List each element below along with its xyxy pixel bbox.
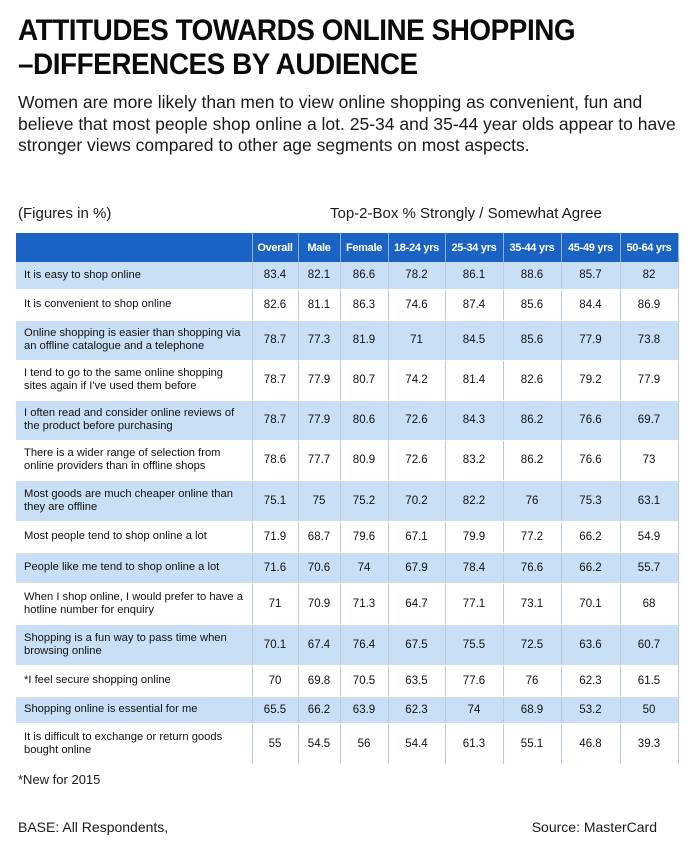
table-row — [16, 624, 678, 665]
value-cell: 83.2 — [445, 440, 503, 480]
column-header: 50-64 yrs — [620, 233, 678, 262]
value-cell: 81.1 — [298, 289, 340, 320]
value-cell: 55.1 — [503, 723, 561, 764]
value-cell: 77.9 — [620, 360, 678, 400]
value-cell: 66.2 — [561, 552, 620, 583]
value-cell: 82.6 — [503, 360, 561, 400]
value-cell: 73 — [620, 440, 678, 480]
value-cell: 71.9 — [252, 521, 298, 552]
table-row — [16, 262, 678, 289]
value-cell: 75.3 — [561, 480, 620, 521]
value-cell: 81.9 — [340, 320, 388, 360]
value-cell: 70.6 — [298, 552, 340, 583]
row-label: When I shop online, I would prefer to have a hotline number for enquiry — [16, 583, 252, 624]
value-cell: 75.5 — [445, 624, 503, 665]
column-header: 45-49 yrs — [561, 233, 620, 262]
value-cell: 72.5 — [503, 624, 561, 665]
row-label: Online shopping is easier than shopping via an offline catalogue and a telephone — [16, 320, 252, 360]
value-cell: 71 — [252, 583, 298, 624]
attitudes-table — [16, 233, 679, 765]
row-label: It is convenient to shop online — [16, 289, 252, 320]
value-cell: 79.6 — [340, 521, 388, 552]
value-cell: 75.2 — [340, 480, 388, 521]
column-header: Male — [298, 233, 340, 262]
value-cell: 81.4 — [445, 360, 503, 400]
value-cell: 68.7 — [298, 521, 340, 552]
value-cell: 74.6 — [388, 289, 445, 320]
value-cell: 76 — [503, 480, 561, 521]
value-cell: 85.6 — [503, 289, 561, 320]
table-row — [16, 665, 678, 696]
row-label: It is easy to shop online — [16, 262, 252, 289]
row-label: It is difficult to exchange or return goods bought online — [16, 723, 252, 764]
value-cell: 77.3 — [298, 320, 340, 360]
value-cell: 83.4 — [252, 262, 298, 289]
table-row — [16, 696, 678, 723]
value-cell: 86.9 — [620, 289, 678, 320]
column-header: Overall — [252, 233, 298, 262]
table-row — [16, 480, 678, 521]
value-cell: 77.1 — [445, 583, 503, 624]
value-cell: 78.4 — [445, 552, 503, 583]
value-cell: 76.6 — [561, 400, 620, 440]
value-cell: 74.2 — [388, 360, 445, 400]
row-label: Shopping is a fun way to pass time when browsing online — [16, 624, 252, 665]
value-cell: 53.2 — [561, 696, 620, 723]
value-cell: 77.9 — [298, 360, 340, 400]
table-row — [16, 360, 678, 400]
value-cell: 71 — [388, 320, 445, 360]
value-cell: 67.5 — [388, 624, 445, 665]
value-cell: 84.4 — [561, 289, 620, 320]
value-cell: 82.6 — [252, 289, 298, 320]
value-cell: 46.8 — [561, 723, 620, 764]
table-row — [16, 521, 678, 552]
value-cell: 84.5 — [445, 320, 503, 360]
value-cell: 63.1 — [620, 480, 678, 521]
value-cell: 73.1 — [503, 583, 561, 624]
value-cell: 82.2 — [445, 480, 503, 521]
value-cell: 54.9 — [620, 521, 678, 552]
value-cell: 85.6 — [503, 320, 561, 360]
value-cell: 78.7 — [252, 400, 298, 440]
value-cell: 78.2 — [388, 262, 445, 289]
value-cell: 80.6 — [340, 400, 388, 440]
value-cell: 75.1 — [252, 480, 298, 521]
row-label: Shopping online is essential for me — [16, 696, 252, 723]
value-cell: 66.2 — [561, 521, 620, 552]
value-cell: 77.6 — [445, 665, 503, 696]
value-cell: 77.7 — [298, 440, 340, 480]
value-cell: 70.1 — [252, 624, 298, 665]
row-label: I tend to go to the same online shopping sites again if I've used them before — [16, 360, 252, 400]
value-cell: 62.3 — [561, 665, 620, 696]
value-cell: 69.7 — [620, 400, 678, 440]
value-cell: 76.4 — [340, 624, 388, 665]
row-label: There is a wider range of selection from online providers than in offline shops — [16, 440, 252, 480]
value-cell: 87.4 — [445, 289, 503, 320]
value-cell: 72.6 — [388, 440, 445, 480]
value-cell: 74 — [340, 552, 388, 583]
top-2-box-note: Top-2-Box % Strongly / Somewhat Agree — [330, 205, 602, 222]
table-row — [16, 400, 678, 440]
table-row — [16, 723, 678, 764]
value-cell: 80.7 — [340, 360, 388, 400]
value-cell: 86.2 — [503, 440, 561, 480]
value-cell: 73.8 — [620, 320, 678, 360]
column-header: Female — [340, 233, 388, 262]
table-row — [16, 440, 678, 480]
title-line-1: ATTITUDES TOWARDS ONLINE SHOPPING — [18, 14, 576, 47]
value-cell: 63.9 — [340, 696, 388, 723]
value-cell: 86.2 — [503, 400, 561, 440]
header-label-cell — [16, 233, 252, 262]
value-cell: 70.9 — [298, 583, 340, 624]
value-cell: 76 — [503, 665, 561, 696]
value-cell: 76.6 — [503, 552, 561, 583]
value-cell: 70.1 — [561, 583, 620, 624]
value-cell: 79.9 — [445, 521, 503, 552]
value-cell: 79.2 — [561, 360, 620, 400]
value-cell: 76.6 — [561, 440, 620, 480]
figures-note: (Figures in %) — [18, 205, 112, 222]
value-cell: 64.7 — [388, 583, 445, 624]
value-cell: 39.3 — [620, 723, 678, 764]
table-row — [16, 289, 678, 320]
value-cell: 82.1 — [298, 262, 340, 289]
value-cell: 55 — [252, 723, 298, 764]
table-header-row — [16, 233, 678, 262]
value-cell: 65.5 — [252, 696, 298, 723]
row-label: *I feel secure shopping online — [16, 665, 252, 696]
value-cell: 71.3 — [340, 583, 388, 624]
column-header: 35-44 yrs — [503, 233, 561, 262]
column-header: 25-34 yrs — [445, 233, 503, 262]
value-cell: 77.2 — [503, 521, 561, 552]
value-cell: 70.2 — [388, 480, 445, 521]
value-cell: 77.9 — [561, 320, 620, 360]
value-cell: 66.2 — [298, 696, 340, 723]
value-cell: 80.9 — [340, 440, 388, 480]
value-cell: 78.7 — [252, 360, 298, 400]
row-label: People like me tend to shop online a lot — [16, 552, 252, 583]
value-cell: 62.3 — [388, 696, 445, 723]
table-row — [16, 320, 678, 360]
table-body — [16, 262, 678, 764]
source-note: Source: MasterCard — [531, 819, 657, 835]
value-cell: 82 — [620, 262, 678, 289]
title-line-2: –DIFFERENCES BY AUDIENCE — [18, 48, 418, 81]
value-cell: 68 — [620, 583, 678, 624]
value-cell: 63.6 — [561, 624, 620, 665]
value-cell: 56 — [340, 723, 388, 764]
value-cell: 63.5 — [388, 665, 445, 696]
row-label: I often read and consider online reviews of the product before purchasing — [16, 400, 252, 440]
value-cell: 75 — [298, 480, 340, 521]
chart-title — [18, 14, 623, 82]
value-cell: 71.6 — [252, 552, 298, 583]
value-cell: 68.9 — [503, 696, 561, 723]
value-cell: 84.3 — [445, 400, 503, 440]
value-cell: 67.4 — [298, 624, 340, 665]
footnote: *New for 2015 — [18, 772, 101, 787]
value-cell: 72.6 — [388, 400, 445, 440]
value-cell: 88.6 — [503, 262, 561, 289]
value-cell: 61.3 — [445, 723, 503, 764]
value-cell: 54.4 — [388, 723, 445, 764]
value-cell: 50 — [620, 696, 678, 723]
value-cell: 70 — [252, 665, 298, 696]
table-row — [16, 552, 678, 583]
value-cell: 77.9 — [298, 400, 340, 440]
value-cell: 55.7 — [620, 552, 678, 583]
value-cell: 86.3 — [340, 289, 388, 320]
value-cell: 78.7 — [252, 320, 298, 360]
value-cell: 67.1 — [388, 521, 445, 552]
row-label: Most people tend to shop online a lot — [16, 521, 252, 552]
row-label: Most goods are much cheaper online than they are offline — [16, 480, 252, 521]
value-cell: 86.1 — [445, 262, 503, 289]
value-cell: 60.7 — [620, 624, 678, 665]
value-cell: 54.5 — [298, 723, 340, 764]
chart-subtitle: Women are more likely than men to view online shopping as convenient, fun and believe that most people shop online a lot. 25-34 and 35-44 year olds appear to have stronger views compared to other age segments on most aspects. — [18, 92, 676, 155]
value-cell: 67.9 — [388, 552, 445, 583]
value-cell: 86.6 — [340, 262, 388, 289]
value-cell: 69.8 — [298, 665, 340, 696]
value-cell: 74 — [445, 696, 503, 723]
value-cell: 85.7 — [561, 262, 620, 289]
table-row — [16, 583, 678, 624]
column-header: 18-24 yrs — [388, 233, 445, 262]
value-cell: 70.5 — [340, 665, 388, 696]
base-note: BASE: All Respondents, — [18, 819, 169, 835]
value-cell: 61.5 — [620, 665, 678, 696]
value-cell: 78.6 — [252, 440, 298, 480]
